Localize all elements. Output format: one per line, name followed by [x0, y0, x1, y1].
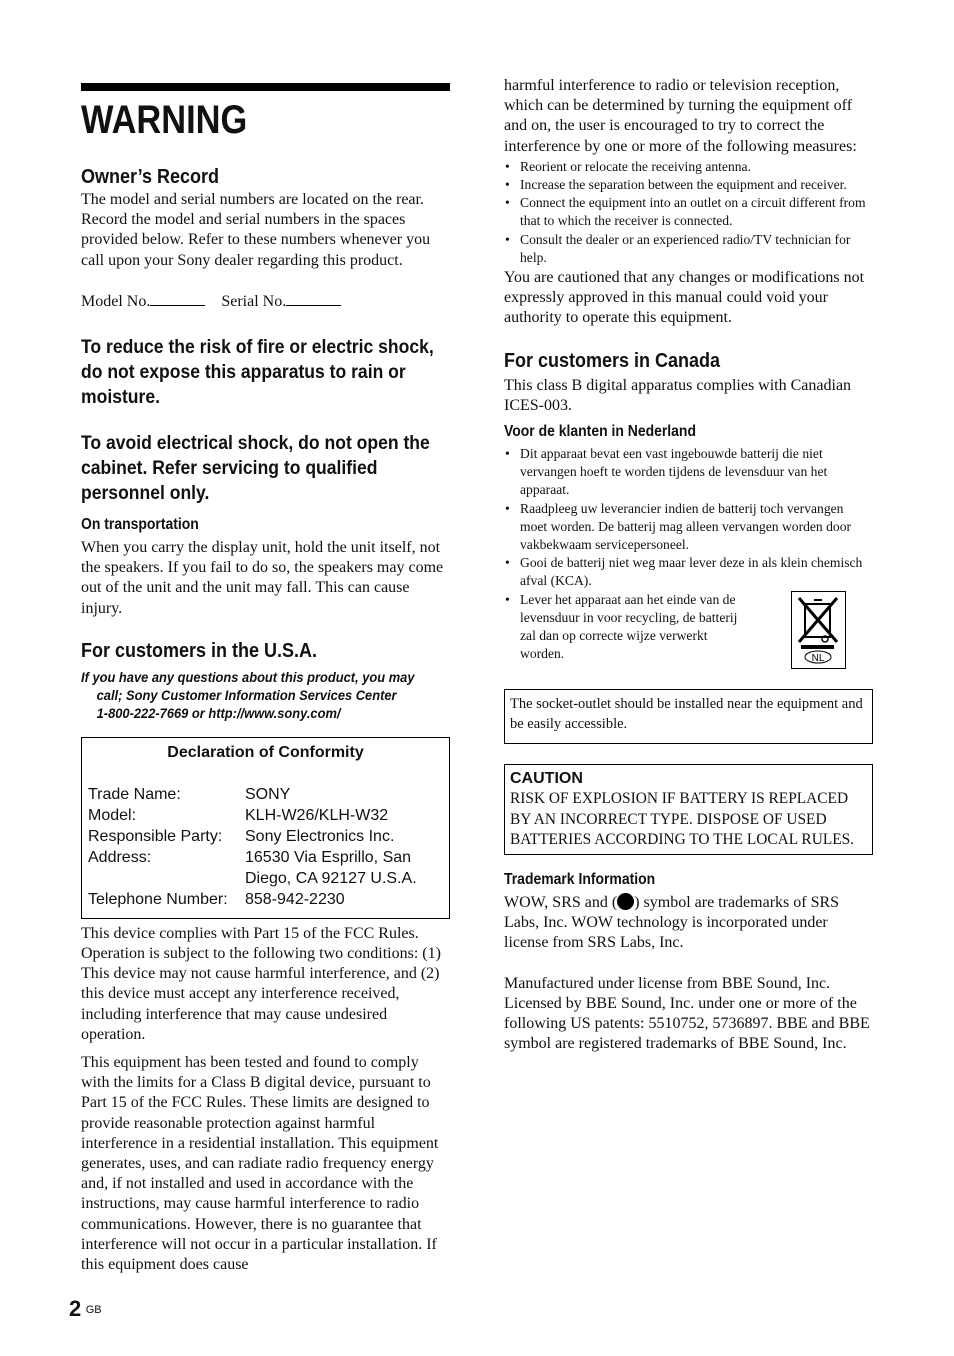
title-rule [81, 83, 450, 91]
declaration-box [81, 737, 450, 919]
trademark-bbe: Manufactured under license from BBE Sound, Inc. Licensed by BBE Sound, Inc. under one or more of the following US patents: 5510752, 5736897. BBE and BBE symbol are registered trademarks of BBE Sound, Inc. [504, 974, 870, 1053]
fcc-caution: You are cautioned that any changes or modifications not expressly approved in this manual could void your authority to operate this equipment. [504, 269, 865, 327]
declaration-key: Model: [88, 806, 137, 824]
declaration-row [82, 784, 449, 805]
declaration-key: Address: [88, 848, 152, 866]
trademark-wow-text: ) symbol are trademarks of SRS Labs, Inc. WOW technology is incorporated under license from SRS Labs, Inc. [504, 893, 840, 952]
crossed-out-wheelie-bin-icon [791, 591, 846, 669]
transport-body: When you carry the display unit, hold the unit itself, not the speakers. If you fail to do so, the speakers may come out of the unit and the unit may fall. This can cause injury. [81, 539, 444, 617]
list-item: • Gooi de batterij niet weg maar lever deze in als klein chemisch afval (KCA). [504, 554, 874, 590]
caution-heading: CAUTION [510, 770, 583, 788]
trademark-wow-text: WOW, SRS and ( [504, 893, 618, 911]
nl-section [504, 445, 874, 663]
serial-label: Serial No. [221, 292, 287, 310]
declaration-row [82, 826, 449, 847]
page-title: WARNING [81, 98, 248, 142]
canada-heading: For customers in Canada [504, 349, 721, 372]
owners-record-heading: Owner’s Record [81, 166, 220, 188]
caution-body: RISK OF EXPLOSION IF BATTERY IS REPLACED BY AN INCORRECT TYPE. DISPOSE OF USED BATTERIES ACCORDING TO THE LOCAL RULES. [510, 790, 855, 849]
socket-note-box [504, 689, 873, 744]
owners-record-body: The model and serial numbers are located on the rear. Record the model and serial numbers in the spaces provided below. Refer to these numbers whenever you call upon your Sony dealer regarding this product. [81, 191, 431, 269]
trademark-heading: Trademark Information [504, 870, 656, 888]
declaration-value: Sony Electronics Inc. [245, 827, 395, 845]
list-item: • Increase the separation between the equipment and receiver. [504, 176, 874, 194]
fcc-continuation: harmful interference to radio or television reception, which can be determined by turning the equipment off and on, the user is encouraged to try to correct the interference by one or more of the following measures: [504, 77, 857, 155]
usa-note-line: 1-800-222-7669 or http://www.sony.com/ [96, 704, 341, 721]
usa-note-line: call; Sony Customer Information Services Center [96, 686, 397, 703]
list-item: • Lever het apparaat aan het einde van de levensduur in voor recycling, de batterij zal dan op correcte wijze verwerkt worden. [504, 591, 748, 664]
fcc-paragraph-2: This equipment has been tested and found to comply with the limits for a Class B digital device, pursuant to Part 15 of the FCC Rules. These limits are designed to provide reasonable protection against harmful interference in a residential installation. This equipment generates, uses, and can radiate radio frequency energy and, if not installed and used in accordance with the instructions, may cause harmful interference to radio communications. However, there is no guarantee that interference will not occur in a particular installation. If this equipment does cause [81, 1054, 439, 1274]
serial-blank [286, 291, 341, 306]
declaration-key: Telephone Number: [88, 890, 228, 908]
nl-badge: NL [811, 653, 825, 665]
declaration-value: SONY [245, 785, 291, 803]
model-label: Model No. [81, 292, 151, 310]
socket-note: The socket-outlet should be installed near the equipment and be easily accessible. [510, 696, 863, 733]
list-item: • Raadpleeg uw leverancier indien de batterij toch vervangen moet worden. De batterij mag alleen vervangen worden door vakbekwaam servicepersoneel. [504, 500, 874, 555]
declaration-row [82, 847, 449, 889]
nl-heading: Voor de klanten in Nederland [504, 423, 696, 441]
declaration-key: Trade Name: [88, 785, 181, 803]
list-item: • Consult the dealer or an experienced radio/TV technician for help. [504, 231, 874, 267]
fcc-measures-list [504, 158, 874, 267]
declaration-key: Responsible Party: [88, 827, 223, 845]
page-language-code: GB [85, 1304, 102, 1316]
declaration-value: KLH-W26/KLH-W32 [245, 806, 389, 824]
model-serial-line [81, 291, 450, 312]
model-blank [150, 291, 205, 306]
left-column [81, 83, 450, 1275]
list-item: • Dit apparaat bevat een vast ingebouwde batterij die niet vervangen hoeft te worden tijdens de levensduur van het apparaat. [504, 445, 874, 500]
declaration-value: 858-942-2230 [245, 890, 345, 908]
usa-heading: For customers in the U.S.A. [81, 639, 318, 662]
list-item: • Reorient or relocate the receiving antenna. [504, 158, 874, 176]
list-item: • Connect the equipment into an outlet on a circuit different from that to which the receiver is connected. [504, 194, 874, 230]
transport-heading: On transportation [81, 516, 199, 534]
caution-box [504, 764, 873, 855]
fire-warning: To reduce the risk of fire or electric shock, do not expose this apparatus to rain or moisture. [81, 336, 434, 409]
declaration-value: 16530 Via Esprillo, San Diego, CA 92127 U.S.A. [245, 848, 417, 887]
srs-symbol-icon [617, 893, 634, 910]
page-number: 2 [69, 1296, 82, 1321]
right-column [504, 76, 874, 1054]
declaration-row [82, 805, 449, 826]
canada-body: This class B digital apparatus complies with Canadian ICES-003. [504, 376, 852, 414]
page-footer [69, 1296, 102, 1322]
usa-note-line: If you have any questions about this product, you may [81, 668, 415, 685]
shock-warning: To avoid electrical shock, do not open the cabinet. Refer servicing to qualified personnel only. [81, 432, 430, 505]
trademark-wow [504, 893, 874, 954]
declaration-title: Declaration of Conformity [167, 743, 364, 761]
fcc-paragraph-1: This device complies with Part 15 of the FCC Rules. Operation is subject to the following two conditions: (1) This device may not cause harmful interference, and (2) this device must accept any interference received, including interference that may cause undesired operation. [81, 924, 441, 1043]
declaration-row [82, 889, 449, 910]
usa-note [81, 668, 444, 722]
